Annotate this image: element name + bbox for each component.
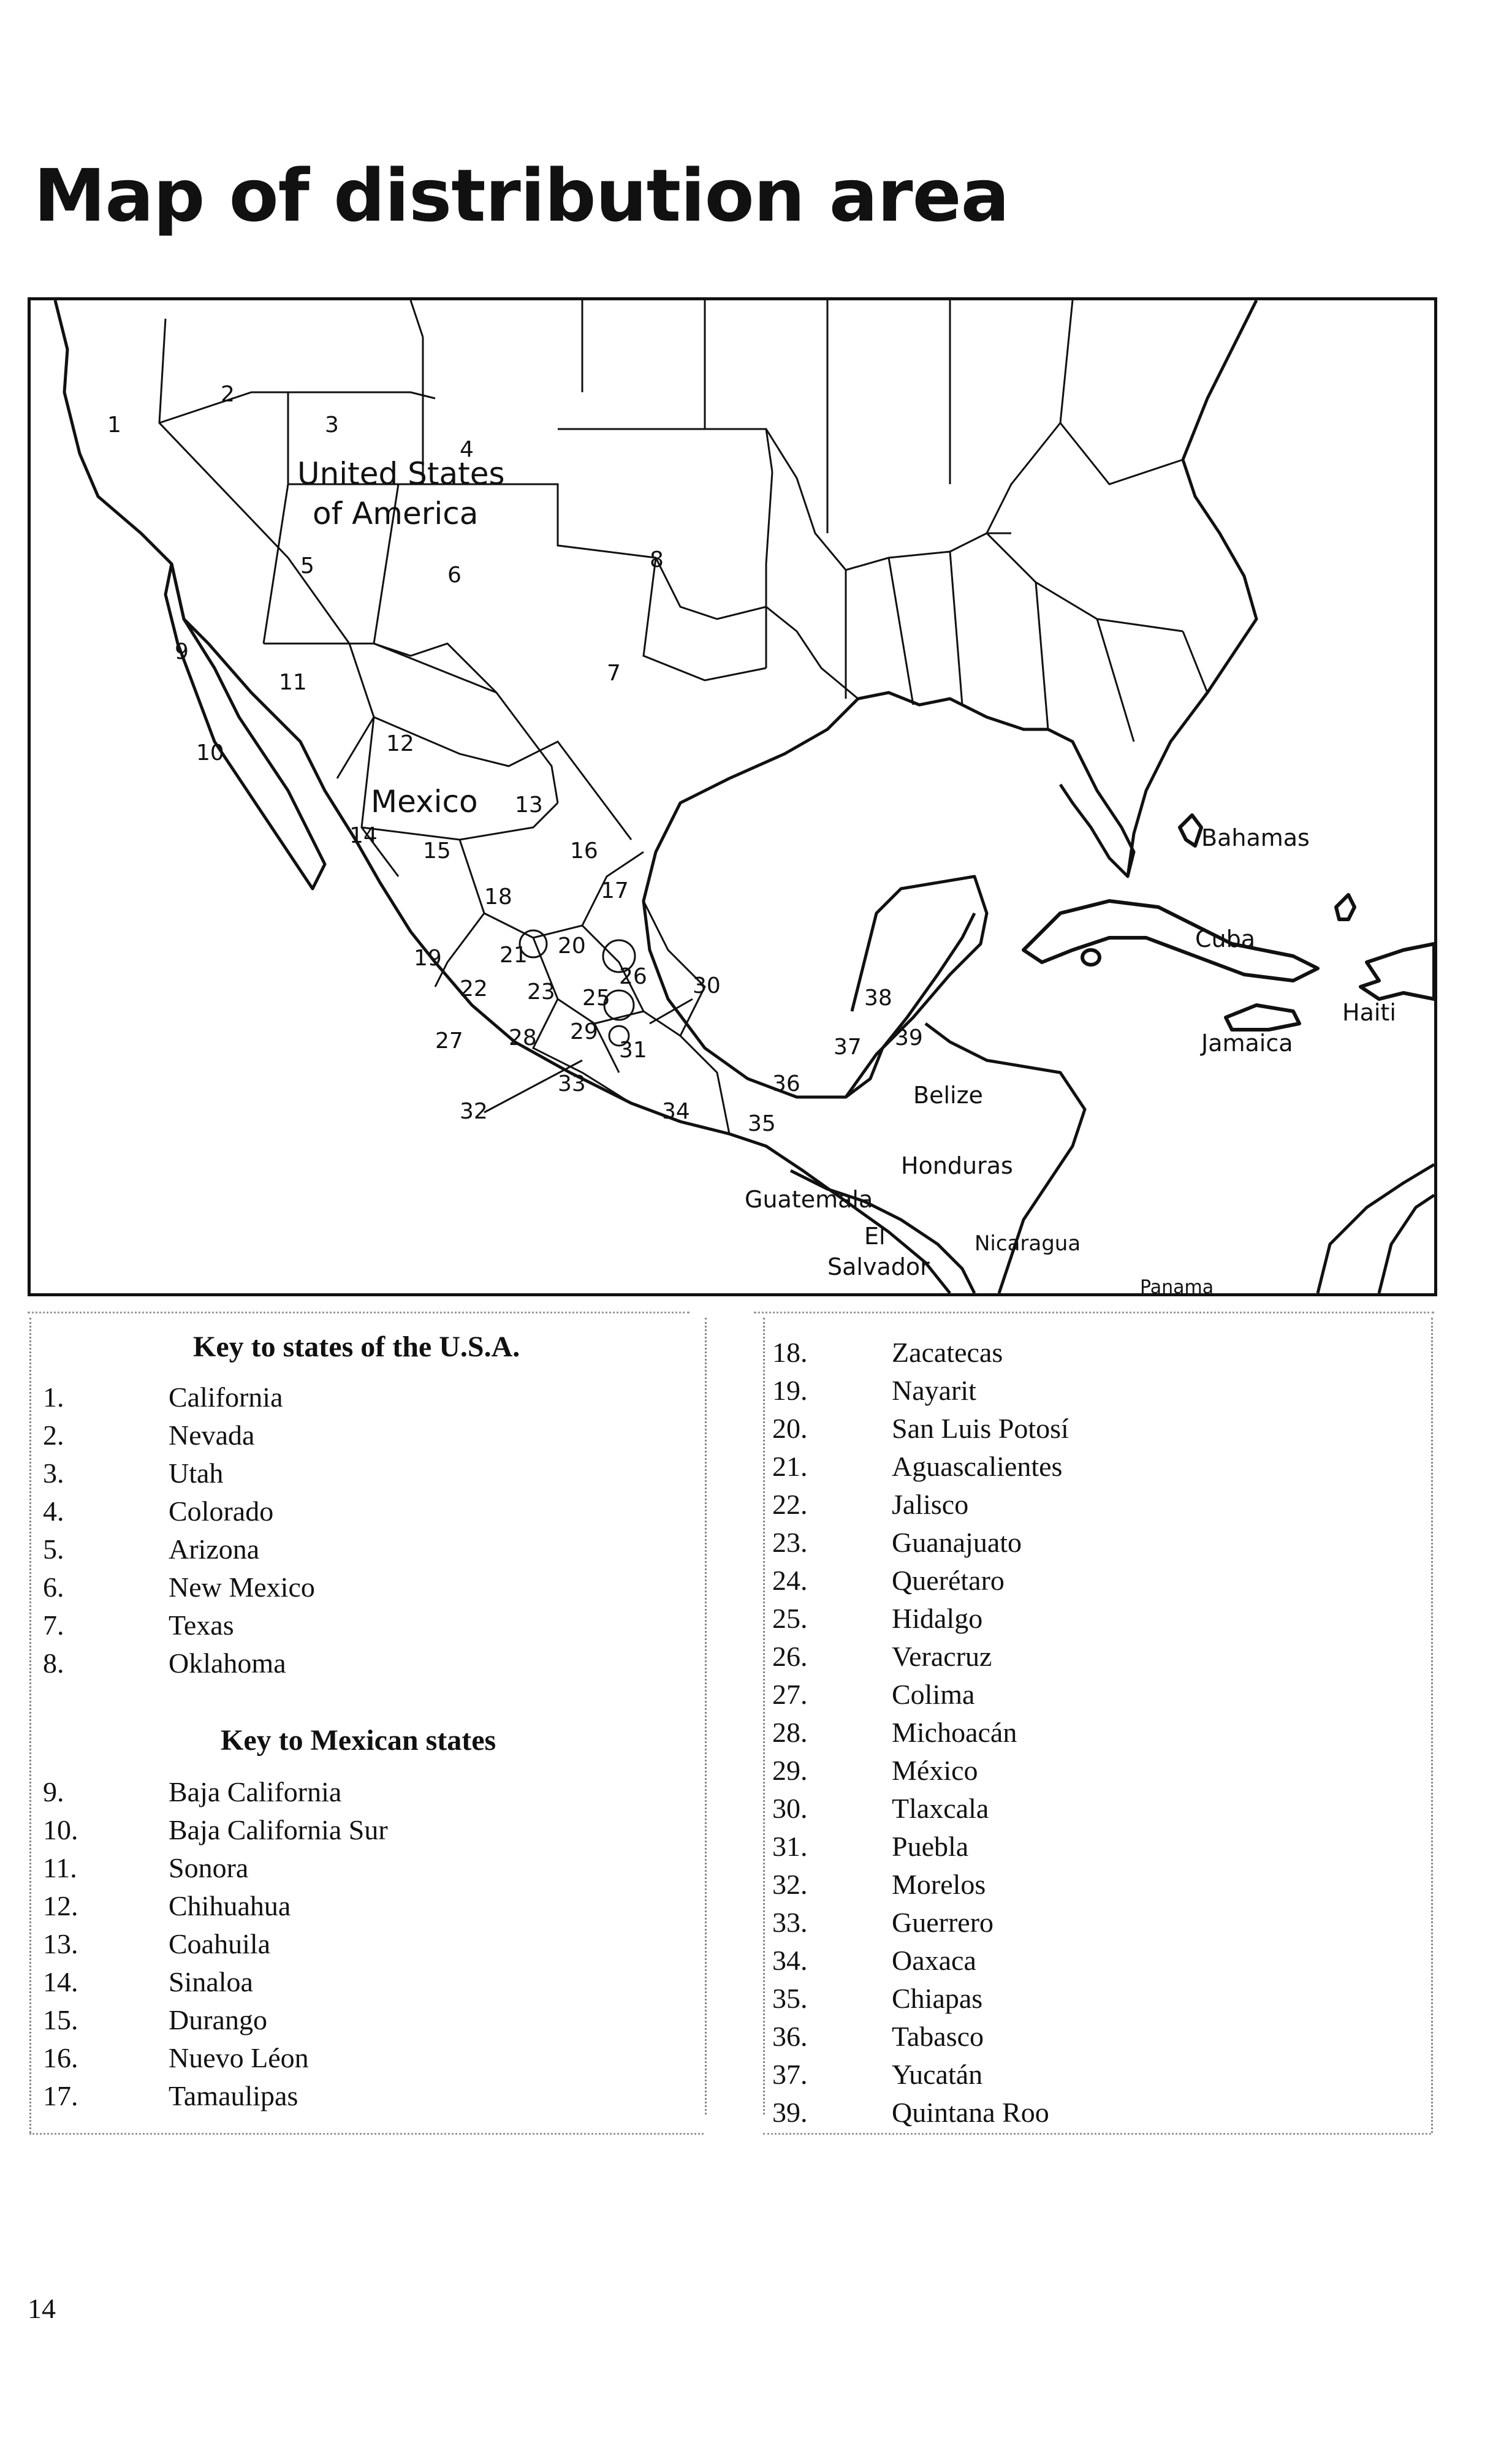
map-label-usa-line1: United States [297, 456, 505, 492]
map-number-34: 34 [662, 1099, 690, 1124]
map-number-8: 8 [650, 547, 664, 572]
map-number-36: 36 [772, 1071, 800, 1096]
map-number-29: 29 [570, 1019, 598, 1044]
map-number-10: 10 [196, 740, 224, 766]
key-name: Baja California Sur [169, 1814, 388, 1845]
key-number: 22. [772, 1489, 808, 1520]
key-name: México [892, 1755, 978, 1786]
map-number-35: 35 [748, 1111, 776, 1136]
key-name: Chiapas [892, 1983, 983, 2014]
usa-key-heading: Key to states of the U.S.A. [193, 1331, 520, 1363]
map-number-33: 33 [558, 1071, 586, 1096]
key-name: Aguascalientes [892, 1451, 1063, 1482]
map-number-28: 28 [509, 1025, 537, 1051]
key-bottom-rule-left [29, 2133, 704, 2135]
map-number-18: 18 [484, 884, 512, 910]
map-label-panama: Panama [1140, 1277, 1214, 1293]
map-number-12: 12 [386, 731, 414, 756]
key-name: Coahuila [169, 1928, 271, 1959]
map-svg [31, 300, 1434, 1293]
key-name: Nuevo Léon [169, 2042, 309, 2073]
map-number-32: 32 [460, 1099, 488, 1124]
key-number: 35. [772, 1983, 808, 2014]
key-name: Oaxaca [892, 1945, 976, 1976]
map-label-belize: Belize [913, 1082, 983, 1109]
key-name: Guanajuato [892, 1527, 1022, 1558]
key-number: 19. [772, 1375, 808, 1406]
key-number: 14. [43, 1966, 78, 1997]
key-name: Durango [169, 2004, 267, 2035]
south-america-inner [1379, 1195, 1434, 1293]
key-name: Utah [169, 1457, 224, 1489]
key-number: 5. [43, 1533, 64, 1565]
map-number-21: 21 [500, 943, 528, 968]
key-name: Quintana Roo [892, 2097, 1049, 2128]
map-number-31: 31 [619, 1038, 647, 1063]
key-name: California [169, 1381, 283, 1413]
key-number: 39. [772, 2097, 808, 2128]
map-label-bahamas: Bahamas [1201, 824, 1310, 851]
key-number: 30. [772, 1793, 808, 1824]
map-number-13: 13 [515, 792, 543, 818]
key-top-rule-right [754, 1312, 1434, 1313]
key-top-rule-left [28, 1312, 690, 1313]
isle-of-youth [1082, 950, 1100, 965]
map-number-5: 5 [300, 553, 314, 579]
key-number: 28. [772, 1717, 808, 1748]
key-number: 8. [43, 1647, 64, 1679]
map-number-17: 17 [601, 878, 629, 903]
map-number-37: 37 [834, 1035, 862, 1060]
key-number: 24. [772, 1565, 808, 1596]
key-name: Tlaxcala [892, 1793, 989, 1824]
key-name: Zacatecas [892, 1337, 1003, 1368]
key-number: 15. [43, 2004, 78, 2035]
us-gulf-coastline [858, 693, 1134, 876]
key-name: Arizona [169, 1533, 260, 1565]
key-name: Colorado [169, 1495, 274, 1527]
key-number: 27. [772, 1679, 808, 1710]
key-number: 2. [43, 1419, 64, 1451]
page-title: Map of distribution area [34, 153, 1009, 238]
key-name: Nayarit [892, 1375, 976, 1406]
key-number: 1. [43, 1381, 64, 1413]
key-name: Jalisco [892, 1489, 969, 1520]
bahamas-island-2 [1336, 895, 1354, 919]
map-label-nicaragua: Nicaragua [974, 1231, 1081, 1256]
key-name: Sinaloa [169, 1966, 253, 1997]
map-number-38: 38 [864, 986, 892, 1011]
map-label-guatemala: Guatemala [745, 1186, 873, 1213]
key-number: 34. [772, 1945, 808, 1976]
key-name: Guerrero [892, 1907, 994, 1938]
map-number-7: 7 [607, 661, 621, 686]
south-america-outline [1318, 1165, 1434, 1293]
key-number: 33. [772, 1907, 808, 1938]
map-number-9: 9 [175, 639, 189, 664]
map-number-1: 1 [107, 412, 121, 438]
map-number-26: 26 [619, 964, 647, 989]
key-name: Nevada [169, 1419, 255, 1451]
page-number: 14 [28, 2293, 56, 2324]
key-name: Colima [892, 1679, 975, 1710]
key-left-edge [29, 1318, 31, 2133]
key-right-edge [1431, 1318, 1433, 2133]
map-number-23: 23 [527, 979, 555, 1005]
map-label-usa-line2: of America [313, 496, 479, 531]
key-name: Tabasco [892, 2021, 984, 2052]
map-number-19: 19 [414, 946, 442, 971]
key-number: 36. [772, 2021, 808, 2052]
map-label-mexico: Mexico [371, 784, 478, 819]
key-name: Oklahoma [169, 1647, 286, 1679]
key-name: Querétaro [892, 1565, 1005, 1596]
key-name: Veracruz [892, 1641, 992, 1672]
key-name: Yucatán [892, 2059, 983, 2090]
key-number: 26. [772, 1641, 808, 1672]
key-number: 37. [772, 2059, 808, 2090]
map-label-el-salvador-line1: El [864, 1223, 886, 1250]
atlantic-coastline [1128, 300, 1256, 876]
map-label-honduras: Honduras [901, 1152, 1013, 1179]
key-name: Hidalgo [892, 1603, 983, 1634]
map-number-4: 4 [460, 437, 474, 462]
baja-california-outline [165, 564, 325, 889]
key-number: 12. [43, 1890, 78, 1921]
key-number: 20. [772, 1413, 808, 1444]
bahamas-island [1180, 815, 1201, 846]
key-number: 16. [43, 2042, 78, 2073]
map-number-27: 27 [435, 1028, 463, 1054]
map-number-25: 25 [582, 986, 610, 1011]
key-name: Morelos [892, 1869, 986, 1900]
key-column-divider-left [705, 1318, 707, 2115]
us-state-borders [159, 300, 1207, 803]
key-number: 21. [772, 1451, 808, 1482]
key-number: 32. [772, 1869, 808, 1900]
map-number-15: 15 [423, 838, 451, 864]
map-label-haiti: Haiti [1342, 999, 1396, 1026]
key-number: 29. [772, 1755, 808, 1786]
key-number: 4. [43, 1495, 64, 1527]
map-number-2: 2 [221, 382, 235, 407]
key-number: 13. [43, 1928, 78, 1959]
map-label-jamaica: Jamaica [1201, 1030, 1293, 1057]
pacific-coastline [55, 300, 950, 1293]
key-name: Tamaulipas [169, 2080, 298, 2111]
key-column-divider-right [763, 1318, 765, 2115]
hispaniola-island [1361, 944, 1434, 999]
key-name: Baja California [169, 1776, 342, 1807]
key-name: Chihuahua [169, 1890, 291, 1921]
key-number: 7. [43, 1609, 64, 1641]
key-number: 25. [772, 1603, 808, 1634]
key-name: Michoacán [892, 1717, 1017, 1748]
key-name: New Mexico [169, 1571, 315, 1603]
key-name: Texas [169, 1609, 234, 1641]
map-label-el-salvador-line2: Salvador [827, 1253, 930, 1280]
key-name: Sonora [169, 1852, 249, 1883]
mexico-key-heading: Key to Mexican states [221, 1724, 496, 1757]
jamaica-island [1226, 1005, 1299, 1030]
distribution-map [28, 297, 1437, 1296]
map-number-16: 16 [570, 838, 598, 864]
map-number-30: 30 [693, 973, 721, 998]
map-number-20: 20 [558, 933, 586, 959]
map-number-14: 14 [349, 823, 378, 848]
gulf-coastline [644, 699, 974, 1097]
map-number-11: 11 [279, 670, 307, 695]
map-number-6: 6 [447, 563, 462, 588]
key-name: San Luis Potosí [892, 1413, 1069, 1444]
key-number: 10. [43, 1814, 78, 1845]
map-number-22: 22 [460, 976, 488, 1001]
key-number: 17. [43, 2080, 78, 2111]
key-name: Puebla [892, 1831, 969, 1862]
map-number-3: 3 [325, 412, 339, 438]
key-bottom-rule-right [763, 2133, 1431, 2135]
key-number: 6. [43, 1571, 64, 1603]
key-number: 23. [772, 1527, 808, 1558]
key-number: 11. [43, 1852, 77, 1883]
cuba-island [1024, 901, 1318, 981]
key-number: 9. [43, 1776, 64, 1807]
key-number: 3. [43, 1457, 64, 1489]
map-label-cuba: Cuba [1195, 925, 1256, 952]
key-number: 31. [772, 1831, 808, 1862]
map-number-39: 39 [895, 1025, 923, 1051]
key-number: 18. [772, 1337, 808, 1368]
